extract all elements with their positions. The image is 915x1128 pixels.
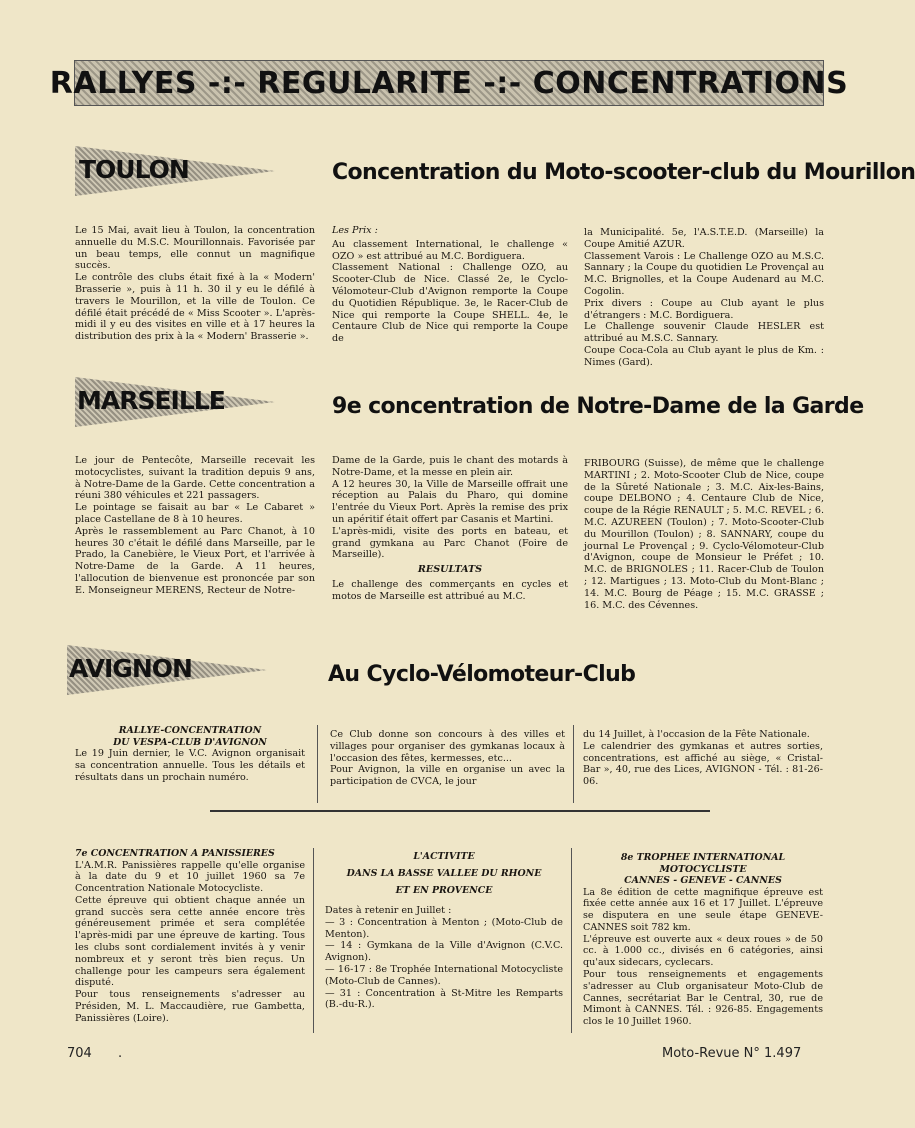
toulon-column-1 <box>75 225 315 350</box>
section-banner <box>49 60 849 106</box>
toulon-city-label: TOULON <box>79 155 189 184</box>
avignon-headline: Au Cyclo-Vélomoteur-Club <box>328 662 636 687</box>
avignon-divider-2 <box>573 725 574 803</box>
section-separator <box>210 810 710 812</box>
marseille-text-1: Le jour de Pentecôte, Marseille recevait les motocyclistes, suivant la tradition depuis 9 ans, à Notre-Dame de la Garde. Cette concentration a réuni 380 véhicules et 221 passagers. Le pointage se faisait au bar « Le Cabaret » place Castellane de 8 à 10 heures. Après le rassemblement au Parc Chanot, à 10 heures 30 c'était le défilé dans Marseille, par le Prado, la Canebière, le Vieux Port, et l'arrivée à Notre-Dame de la Garde. A 11 heures, l'allocution de bienvenue est prononcée par son E. Monseigneur MERENS, Recteur de Notre- <box>75 455 315 596</box>
marseille-results-label: RESULTATS <box>417 564 483 576</box>
rhone-activity-title: L'ACTIVITE DANS LA BASSE VALLEE DU RHONE ET EN PROVENCE <box>346 851 542 896</box>
page-number: 704 <box>67 1046 92 1061</box>
rhone-activity-article <box>325 848 563 1033</box>
avignon-text-2: Ce Club donne son concours à des villes et villages pour organiser des gymkanas locaux à l'occasion des fêtes, kermesses, etc... Pour Avignon, la ville en organise un avec la participation de CVCA, le jour <box>330 729 565 788</box>
toulon-text-2: Au classement International, le challenge « OZO » est attribué au M.C. Bordiguera. Classement National : Challenge OZO, au Scooter-Club de Nice. Classé 2e, le Cyclo-Vélomoteur-Club d'Avignon remporte la Coupe du Quotidien République. 3e, le Racer-Club de Nice qui remporte la Coupe SHELL. 4e, le Centaure Club de Nice qui remporte la Coupe de <box>332 238 568 345</box>
bottom-divider-2 <box>571 848 572 1033</box>
marseille-column-3 <box>584 458 824 628</box>
bottom-divider-1 <box>313 848 314 1033</box>
marseille-column-2 <box>332 455 568 625</box>
toulon-column-3 <box>584 227 824 368</box>
toulon-text-3: la Municipalité. 5e, l'A.S.T.E.D. (Marseille) la Coupe Amitié AZUR. Classement Varois : Le Challenge OZO au M.S.C. Sannary ; la Coupe du quotidien Le Provençal au M.C. Brignolles, et la Coupe Audenard au M.C. Cogolin. Prix divers : Coupe au Club ayant le plus d'étrangers : M.C. Bordiguera. Le Challenge souvenir Claude HESLER est attribué au M.S.C. Sannary. Coupe Coca-Cola au Club ayant le plus de Km. : Nimes (Gard). <box>584 227 824 368</box>
marseille-text-2b: Le challenge des commerçants en cycles et motos de Marseille est attribué au M.C. <box>332 578 568 602</box>
trophee-text: La 8e édition de cette magnifique épreuve est fixée cette année aux 16 et 17 Juillet. L'épreuve se disputera en une seule étape GENEVE-CANNES soit 782 km. L'épreuve est ouverte aux « deux roues » de 50 cc. à 1.000 cc., divisés en 6 catégories, ainsi qu'aux sidecars, cyclecars. Pour tous renseignements et engagements s'adresser au Club organisateur Moto-Club de Cannes, secrétariat Bar le Central, 30, rue de Mimont à CANNES. Tél. : 926-85. Engagements clos le 10 Juillet 1960. <box>583 886 823 1028</box>
marseille-column-1 <box>75 455 315 625</box>
marseille-city-label: MARSEILLE <box>77 386 225 415</box>
panissieres-text: L'A.M.R. Panissières rappelle qu'elle organise à la date du 9 et 10 juillet 1960 sa 7e Concentration Nationale Motocycliste. Cette épreuve qui obtient chaque année un grand succès sera cette année encore très généreusement primée et sera complétée l'après-midi par une épreuve de karting. Tous les clubs sont cordialement invités à y venir nombreux et y seront très bien reçus. Un challenge pour les campeurs sera également disputé. Pour tous renseignements s'adresser au Présiden, M. L. Maccaudière, rue Gambetta, Panissières (Loire). <box>75 859 305 1024</box>
marseille-headline: 9e concentration de Notre-Dame de la Garde <box>332 394 864 419</box>
avignon-text-1: Le 19 Juin dernier, le V.C. Avignon organisait sa concentration annuelle. Tous les détails et résultats dans un prochain numéro. <box>75 748 305 783</box>
avignon-column-3 <box>583 729 823 804</box>
banner-title: RALLYES -:- REGULARITE -:- CONCENTRATIONS <box>49 65 849 101</box>
panissieres-article <box>75 848 305 1033</box>
rhone-activity-text: Dates à retenir en Juillet : — 3 : Concentration à Menton ; (Moto-Club de Menton). — 14 : Gymkana de la Ville d'Avignon (C.V.C. Avignon). — 16-17 : 8e Trophée International Motocycliste (Moto-Club de Cannes). — 31 : Concentration à St-Mitre les Remparts (B.-du-R.). <box>325 905 563 1011</box>
toulon-headline: Concentration du Moto-scooter-club du Mourillon <box>332 160 915 185</box>
avignon-column-2 <box>330 729 565 804</box>
trophee-title: 8e TROPHEE INTERNATIONAL MOTOCYCLISTE CANNES - GENEVE - CANNES <box>620 852 786 886</box>
toulon-text-1: Le 15 Mai, avait lieu à Toulon, la concentration annuelle du M.S.C. Mourillonnais. Favorisée par un beau temps, elle connut un magnifique succès. Le contrôle des clubs était fixé à la « Modern' Brasserie », puis à 11 h. 30 il y eu le défilé à travers le Mourillon, et la ville de Toulon. Ce défilé était précédé de « Miss Scooter ». L'après-midi il y eu des visites en ville et à 17 heures la distribution des prix à la « Modern' Brasserie ». <box>75 225 315 343</box>
avignon-subhead: RALLYE-CONCENTRATION DU VESPA-CLUB D'AVIGNON <box>113 725 267 748</box>
trophee-article <box>583 852 823 1037</box>
toulon-column-2 <box>332 225 568 355</box>
avignon-text-3: du 14 Juillet, à l'occasion de la Fête Nationale. Le calendrier des gymkanas et autres sorties, concentrations, est affiché au siège, « Cristal-Bar », 40, rue des Lices, AVIGNON - Tél. : 81-26-06. <box>583 729 823 788</box>
marseille-text-3: FRIBOURG (Suisse), de même que le challenge MARTINI ; 2. Moto-Scooter Club de Nice, coupe de la Sûreté Nationale ; 3. M.C. Aix-les-Bains, coupe DELBONO ; 4. Centaure Club de Nice, coupe de la Régie RENAULT ; 5. M.C. REVEL ; 6. M.C. AZUREEN (Toulon) ; 7. Moto-Scooter-Club du Mourillon (Toulon) ; 8. SANNARY, coupe du journal Le Provençal ; 9. Cyclo-Vélomoteur-Club d'Avignon, coupe de Monsieur le Préfet ; 10. M.C. de BRIGNOLES ; 11. Racer-Club de Toulon ; 12. Martigues ; 13. Moto-Club du Mont-Blanc ; 14. M.C. Bourg de Péage ; 15. M.C. GRASSE ; 16. M.C. des Cévennes. <box>584 458 824 611</box>
footer-dot: . <box>118 1046 123 1061</box>
panissieres-title: 7e CONCENTRATION A PANISSIERES <box>75 848 275 859</box>
magazine-issue: Moto-Revue N° 1.497 <box>662 1046 802 1061</box>
avignon-divider-1 <box>317 725 318 803</box>
avignon-city-label: AVIGNON <box>69 654 192 683</box>
marseille-text-2: Dame de la Garde, puis le chant des motards à Notre-Dame, et la messe en plein air. A 12 heures 30, la Ville de Marseille offrait une réception au Palais du Pharo, qui domine l'entrée du Vieux Port. Après la remise des prix un apéritif était offert par Casanis et Martini. L'après-midi, visite des ports en bateau, et grand gymkana au Parc Chanot (Foire de Marseille). <box>332 455 568 561</box>
avignon-column-1 <box>75 725 305 805</box>
toulon-prix-label: Les Prix : <box>332 225 378 236</box>
